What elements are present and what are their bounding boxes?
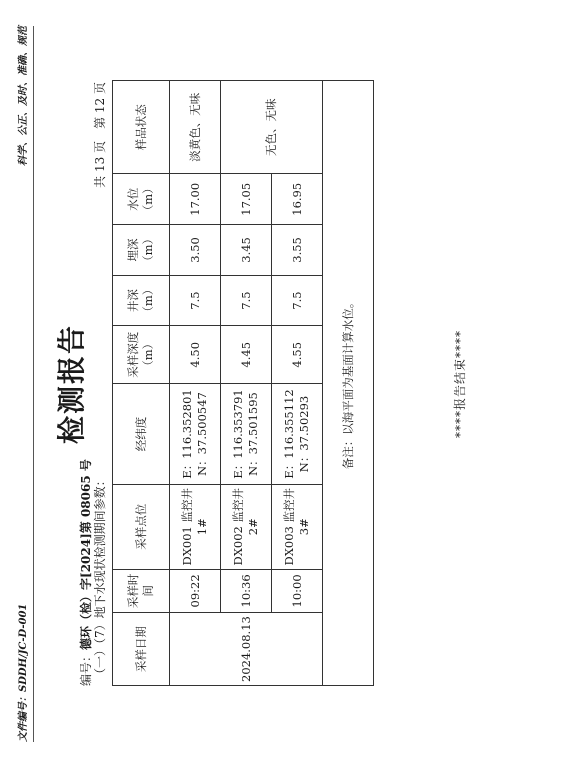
table-header-row xyxy=(113,81,170,686)
cell-water-level: 16.95 xyxy=(272,174,323,225)
cell-sample-depth: 4.55 xyxy=(272,326,323,384)
cell-sample-state: 淡黄色、无味 xyxy=(170,81,221,174)
cell-well-depth: 7.5 xyxy=(221,275,272,326)
document-code: 文件编号：SDDH/JC-D-001 xyxy=(18,603,29,742)
report-number-prefix: 编号： xyxy=(79,649,93,686)
table-note-row xyxy=(323,81,374,686)
cell-sample-depth: 4.50 xyxy=(170,326,221,384)
cell-latitude: N：37.501595 xyxy=(246,392,260,476)
cell-coords xyxy=(272,384,323,485)
cell-coords xyxy=(170,384,221,485)
header-coords: 经纬度 xyxy=(113,384,170,485)
cell-point: DX003 监控井 3# xyxy=(272,484,323,569)
header-sample-depth: 采样深度（m） xyxy=(113,326,170,384)
header-time: 采样时间 xyxy=(113,569,170,613)
report-end-mark: ****报告结束**** xyxy=(453,330,467,439)
header-sample-state: 样品状态 xyxy=(113,81,170,174)
header-divider xyxy=(33,26,34,742)
table-row xyxy=(170,81,221,686)
cell-latitude: N：37.500547 xyxy=(195,392,209,476)
cell-point: DX002 监控井 2# xyxy=(221,484,272,569)
header-burial-depth: 埋深（m） xyxy=(113,225,170,276)
header-date: 采样日期 xyxy=(113,613,170,686)
cell-time: 10:36 xyxy=(221,569,272,613)
cell-longitude: E：116.353791 xyxy=(231,389,246,479)
groundwater-parameter-table xyxy=(112,80,374,686)
cell-well-depth: 7.5 xyxy=(170,275,221,326)
table-note: 备注：以海平面为基面计算水位。 xyxy=(323,81,374,686)
cell-water-level: 17.05 xyxy=(221,174,272,225)
cell-sample-state: 无色、无味 xyxy=(221,81,323,174)
page-title: 检测报告 xyxy=(55,324,88,445)
cell-longitude: E：116.352801 xyxy=(180,389,195,479)
cell-point: DX001 监控井 1# xyxy=(170,484,221,569)
cell-time: 09:22 xyxy=(170,569,221,613)
cell-burial-depth: 3.45 xyxy=(221,225,272,276)
cell-burial-depth: 3.55 xyxy=(272,225,323,276)
header-motto: 科学、公正、及时、准确、规范 xyxy=(18,26,29,166)
section-heading: （一）（7）地下水现状检测期间参数： xyxy=(93,474,107,680)
table-row xyxy=(221,81,272,686)
header-water-level: 水位（m） xyxy=(113,174,170,225)
header-point: 采样点位 xyxy=(113,484,170,569)
header-well-depth: 井深（m） xyxy=(113,275,170,326)
cell-latitude: N：37.50293 xyxy=(297,395,311,473)
cell-well-depth: 7.5 xyxy=(272,275,323,326)
cell-water-level: 17.00 xyxy=(170,174,221,225)
cell-coords xyxy=(221,384,272,485)
cell-burial-depth: 3.50 xyxy=(170,225,221,276)
page-counter: 共 13 页 第 12 页 xyxy=(93,82,107,188)
cell-date: 2024.08.13 xyxy=(170,613,323,686)
report-number-value: 德环（检）字[2024]第 08065 号 xyxy=(79,459,93,650)
cell-sample-depth: 4.45 xyxy=(221,326,272,384)
cell-time: 10:00 xyxy=(272,569,323,613)
cell-longitude: E：116.355112 xyxy=(282,389,297,479)
